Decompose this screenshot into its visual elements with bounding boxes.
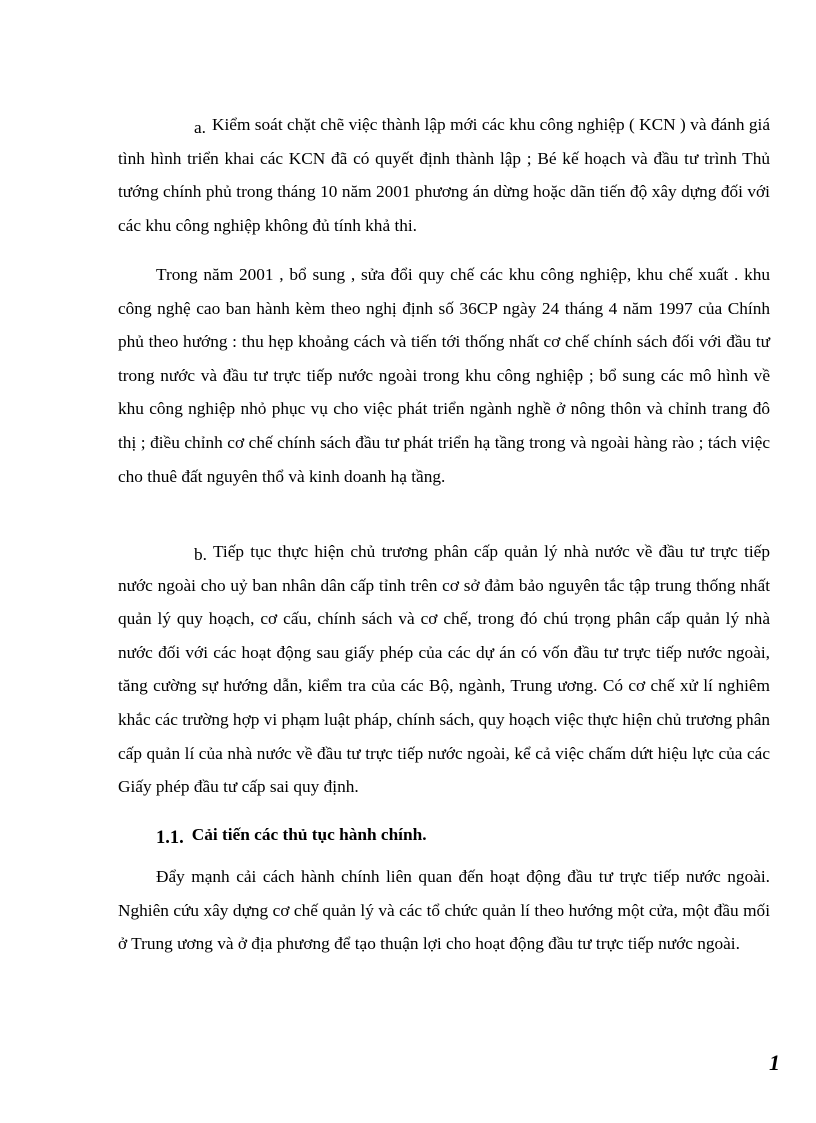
section-title: Cải tiến các thủ tục hành chính. xyxy=(191,825,427,844)
section-heading xyxy=(156,818,756,853)
paragraph-admin-reform: Đẩy mạnh cải cách hành chính liên quan đến hoạt động đầu tư trực tiếp nước ngoài. Nghiên cứu xây dựng cơ chế quản lý và các tổ chức quản lí theo hướng một cửa, một đầu mối ở Trung ương và ở địa phương để tạo thuận lợi cho hoạt động đầu tư trực tiếp nước ngoài. xyxy=(118,867,770,954)
paragraph-a xyxy=(118,108,770,242)
paragraph-a-text: Kiểm soát chặt chẽ việc thành lập mới các khu công nghiệp ( KCN ) và đánh giá tình hình triển khai các KCN đã có quyết định thành lập ; Bé kế hoạch và đầu tư trình Thủ tướng chính phủ trong tháng 10 năm 2001 phương án dừng hoặc dãn tiến độ xây dựng đối với các khu công nghiệp không đủ tính khả thi. xyxy=(118,115,770,235)
page-number: 1 xyxy=(769,1050,780,1075)
list-marker-a: a. xyxy=(194,118,206,137)
paragraph-kcn-regulation: Trong năm 2001 , bổ sung , sửa đổi quy chế các khu công nghiệp, khu chế xuất . khu công nghệ cao ban hành kèm theo nghị định số 36CP ngày 24 tháng 4 năm 1997 của Chính phủ theo hướng : thu hẹp khoảng cách và tiến tới thống nhất cơ chế chính sách đối với đầu tư trong nước và đầu tư trực tiếp nước ngoài trong khu công nghiệp ; bổ sung các mô hình về khu công nghiệp nhỏ phục vụ cho việc phát triển ngành nghề ở nông thôn và chỉnh trang đô thị ; điều chỉnh cơ chế chính sách đầu tư phát triển hạ tầng trong và ngoài hàng rào ; tách việc cho thuê đất nguyên thổ và kinh doanh hạ tầng. xyxy=(118,265,770,486)
list-marker-b: b. xyxy=(194,545,207,564)
section-number: 1.1. xyxy=(156,828,184,848)
paragraph-b xyxy=(118,535,770,804)
paragraph-b-text: Tiếp tục thực hiện chủ trương phân cấp quản lý nhà nước về đầu tư trực tiếp nước ngoài cho uỷ ban nhân dân cấp tỉnh trên cơ sở đảm bảo nguyên tắc tập trung thống nhất quản lý quy hoạch, cơ cấu, chính sách và cơ chế, trong đó chú trọng phân cấp quản lý nhà nước đối với các hoạt động sau giấy phép của các dự án có vốn đầu tư trực tiếp nước ngoài, tăng cường sự hướng dẫn, kiểm tra của các Bộ, ngành, Trung ương. Có cơ chế xử lí nghiêm khắc các trường hợp vi phạm luật pháp, chính sách, quy hoạch việc thực hiện chủ trương phân cấp quản lí của nhà nước về đầu tư trực tiếp nước ngoài, kể cả việc chấm dứt hiệu lực của các Giấy phép đầu tư cấp sai quy định. xyxy=(118,542,771,797)
